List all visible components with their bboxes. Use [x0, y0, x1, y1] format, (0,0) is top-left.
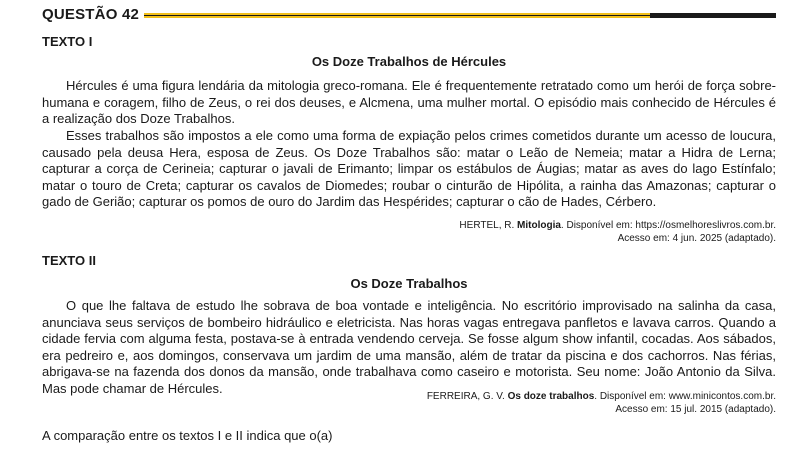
question-number: QUESTÃO 42 [42, 6, 140, 23]
texto2-source-author: FERREIRA, G. V. [426, 391, 508, 402]
texto1-title: Os Doze Trabalhos de Hércules [311, 54, 507, 69]
texto1-source-work: Mitologia [517, 220, 561, 231]
question-prompt: A comparação entre os textos I e II indica que o(a) [42, 428, 333, 443]
texto2-label: TEXTO II [42, 253, 96, 268]
texto1-source-rest: . Disponível em: https://osmelhoreslivros.com.br. [560, 220, 776, 231]
texto1-source [276, 219, 776, 245]
texto1-source-line [276, 219, 776, 232]
texto2-source-work: Os doze trabalhos [507, 391, 595, 402]
texto1-source-author: HERTEL, R. [459, 220, 518, 231]
texto2-source-line [276, 390, 776, 403]
texto1-paragraph-2: Esses trabalhos são impostos a ele como uma forma de expiação pelos crimes cometidos durante um acesso de loucura, causado pela deusa Hera, esposa de Zeus. Os Doze Trabalhos são: matar o Leão de Nemeia; matar a Hidra de Lerna; capturar a corça de Cerineia; capturar o javali de Erimanto; limpar os estábulos de Áugias; matar as aves do lago Estínfalo; matar o touro de Creta; capturar os cavalos de Diomedes; roubar o cinturão de Hipólita, a rainha das Amazonas; capturar o gado de Gerião; capturar os pomos de ouro do Jardim das Hespérides; capturar o cão de Hades, Cérbero. [42, 128, 776, 210]
question-header [42, 6, 776, 26]
texto2-source-access: Acesso em: 15 jul. 2015 (adaptado). [615, 404, 776, 415]
texto1-source-access: Acesso em: 4 jun. 2025 (adaptado). [617, 233, 776, 244]
texto1-paragraph-1: Hércules é uma figura lendária da mitologia greco-romana. Ele é frequentemente retratado como um herói de força sobre-humana e coragem, filho de Zeus, o rei dos deuses, e Alcmena, uma mulher mortal. O episódio mais conhecido de Hércules é a realização dos Doze Trabalhos. [42, 78, 776, 127]
texto1-label: TEXTO I [42, 34, 93, 49]
header-bar-dark-segment [650, 13, 776, 18]
header-bar [144, 13, 776, 18]
texto2-paragraph-1: O que lhe faltava de estudo lhe sobrava de boa vontade e inteligência. No escritório improvisado na salinha da casa, anunciava seus serviços de bombeiro hidráulico e eletricista. Nas horas vagas entregava panfletos e lavava carros. Quando a cidade fervia com alguma festa, postava-se à entrada vendendo cerveja. Se fosse algum show infantil, cocadas. Aos sábados, era pedreiro e, aos domingos, conservava um jardim de uma mansão, além de tratar da piscina e dos cachorros. Nas férias, abrigava-se na fazenda dos donos da mansão, onde trabalhava como caseiro e motorista. Seu nome: João Antonio da Silva. Mas pode chamar de Hércules. [42, 298, 776, 396]
texto2-source [276, 390, 776, 416]
texto2-title: Os Doze Trabalhos [350, 276, 468, 291]
texto2-source-rest: . Disponível em: www.minicontos.com.br. [594, 391, 776, 402]
